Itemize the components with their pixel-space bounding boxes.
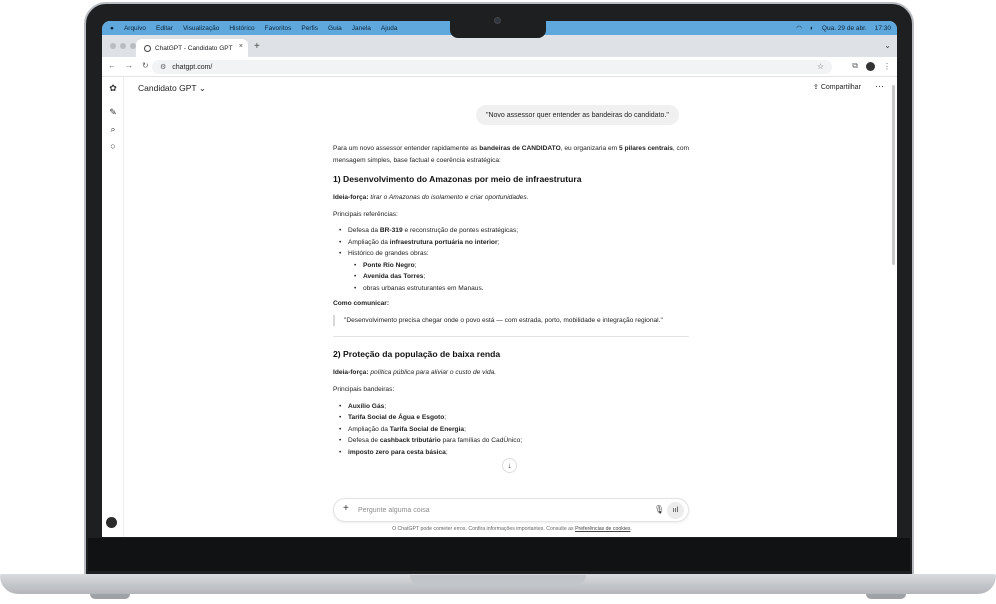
model-selector[interactable]: [138, 83, 206, 94]
section-1-refs-label: Principais referências:: [333, 210, 398, 218]
share-button[interactable]: [813, 83, 861, 91]
menubar-item-janela[interactable]: Janela: [351, 24, 371, 32]
openai-logo-icon[interactable]: ✿: [109, 83, 117, 93]
menubar-date[interactable]: Qua. 29 de abr.: [821, 24, 867, 32]
tab-favicon-icon: [144, 45, 151, 52]
disclaimer: O ChatGPT pode cometer erros. Confira informações importantes. Consulte as Preferências de cookies.: [392, 526, 632, 532]
back-button[interactable]: ←: [108, 61, 116, 70]
chrome-menu-icon[interactable]: ⋮: [883, 61, 891, 71]
nav-buttons: [108, 61, 149, 70]
wifi-icon[interactable]: ◠: [796, 25, 802, 32]
model-name: Candidato GPT: [138, 83, 197, 93]
minimize-window-button[interactable]: [120, 43, 126, 49]
menubar-time[interactable]: 17:30: [874, 24, 891, 32]
section-1-list: [333, 225, 689, 294]
attach-plus-icon[interactable]: +: [343, 503, 349, 514]
section-2-list: [333, 401, 689, 459]
menubar-item-visualizacao[interactable]: Visualização: [182, 24, 220, 32]
sub-list-item: • obras urbanas estruturantes em Manaus.: [333, 283, 689, 295]
menubar-item-editar[interactable]: Editar: [155, 24, 173, 32]
section-2-flags-label: Principais bandeiras:: [333, 385, 395, 393]
user-message-bubble: "Novo assessor quer entender as bandeiras do candidato.": [476, 105, 679, 125]
control-center-icon[interactable]: ◐: [809, 24, 814, 32]
reload-button[interactable]: ↻: [142, 61, 149, 70]
section-1-heading: 1) Desenvolvimento do Amazonas por meio de infraestrutura: [333, 174, 582, 185]
menubar-item-ajuda[interactable]: Ajuda: [380, 24, 398, 32]
menubar-item-guia[interactable]: Guia: [328, 24, 342, 32]
section-divider: [333, 336, 689, 337]
list-item: • Auxílio Gás;: [333, 401, 689, 413]
search-icon[interactable]: ⌕: [110, 124, 116, 134]
list-item: • Ampliação da infraestrutura portuária no interior;: [333, 237, 689, 249]
list-item: • Defesa de cashback tributário para famílias do CadÚnico;: [333, 435, 689, 447]
prompt-input[interactable]: [358, 504, 618, 517]
list-item: • Histórico de grandes obras:: [333, 248, 689, 260]
browser-tabstrip: [102, 35, 897, 57]
menubar-item-favoritos[interactable]: Favoritos: [264, 24, 292, 32]
screen-bezel-bottom: [88, 538, 910, 571]
browser-tab-active[interactable]: [136, 39, 248, 57]
assistant-message: [333, 143, 689, 462]
composer: [333, 498, 689, 522]
laptop-base-notch: [410, 575, 586, 585]
camera-icon: [494, 17, 501, 24]
list-item: • Defesa da BR-319 e reconstrução de pontes estratégicas;: [333, 225, 689, 237]
tab-search-chevron-icon[interactable]: ⌄: [884, 41, 891, 50]
section-1-quote: "Desenvolvimento precisa chegar onde o povo está — com estrada, porto, mobilidade e integração regional.": [333, 315, 689, 327]
profile-avatar[interactable]: [866, 62, 875, 71]
sub-list-item: • Avenida das Torres;: [333, 271, 689, 283]
browser-toolbar: [102, 57, 897, 77]
arrow-down-icon: ↓: [507, 461, 512, 470]
list-item: • Tarifa Social de Água e Esgoto;: [333, 412, 689, 424]
menubar-status-area: [796, 21, 891, 35]
voice-mode-icon[interactable]: ııl: [667, 502, 684, 519]
intro-paragraph: Para um novo assessor entender rapidamente as bandeiras de CANDIDATO, eu organizaria em 5 pilares centrais, com mensagem simples, base factual e coerência estratégica:: [333, 145, 690, 164]
mic-icon[interactable]: 🎙: [654, 505, 665, 514]
tab-close-icon[interactable]: ×: [238, 43, 243, 50]
extensions-icon[interactable]: ⧉: [852, 61, 858, 70]
section-2-heading: 2) Proteção da população de baixa renda: [333, 349, 501, 360]
forward-button[interactable]: →: [125, 61, 133, 70]
menubar-item-historico[interactable]: Histórico: [229, 24, 255, 32]
cookie-preferences-link[interactable]: Preferências de cookies: [575, 526, 631, 532]
list-item: • Ampliação da Tarifa Social de Energia;: [333, 424, 689, 436]
menubar-item-perfis[interactable]: Perfis: [301, 24, 319, 32]
site-info-icon[interactable]: ⚙: [160, 64, 167, 71]
screen: [102, 21, 897, 537]
share-icon: ⇪: [813, 84, 819, 91]
sidebar-rail: [102, 77, 124, 537]
chatgpt-app: [102, 77, 897, 537]
more-options-button[interactable]: ···: [875, 81, 884, 91]
new-tab-button[interactable]: +: [254, 41, 260, 52]
section-2-idea: Ideia-força: política pública para aliviar o custo de vida.: [333, 369, 497, 377]
window-controls: [110, 43, 136, 49]
new-chat-icon[interactable]: ✎: [109, 107, 117, 117]
address-url: chatgpt.com/: [172, 63, 213, 71]
toolbar-right: [852, 61, 891, 71]
chevron-down-icon: ⌄: [198, 83, 206, 93]
apple-menu-icon[interactable]: ●: [110, 24, 114, 32]
bookmark-star-icon[interactable]: ☆: [816, 62, 824, 71]
user-avatar[interactable]: [106, 517, 117, 528]
scroll-to-bottom-button[interactable]: [502, 458, 517, 473]
explore-icon[interactable]: ○: [110, 141, 116, 151]
sub-list-item: • Ponte Rio Negro;: [333, 260, 689, 272]
tab-title: ChatGPT - Candidato GPT: [155, 44, 233, 52]
laptop-foot-right: [866, 594, 906, 599]
menubar-item-arquivo[interactable]: Arquivo: [123, 24, 146, 32]
section-1-idea: Ideia-força: tirar o Amazonas do isolamento e criar oportunidades.: [333, 194, 529, 202]
section-1-comm-label: Como comunicar:: [333, 300, 390, 308]
laptop-foot-left: [90, 594, 130, 599]
address-bar[interactable]: [152, 60, 832, 74]
close-window-button[interactable]: [110, 43, 116, 49]
share-label: Compartilhar: [820, 84, 861, 91]
list-item: • imposto zero para cesta básica;: [333, 447, 689, 459]
scrollbar-thumb[interactable]: [892, 85, 895, 265]
